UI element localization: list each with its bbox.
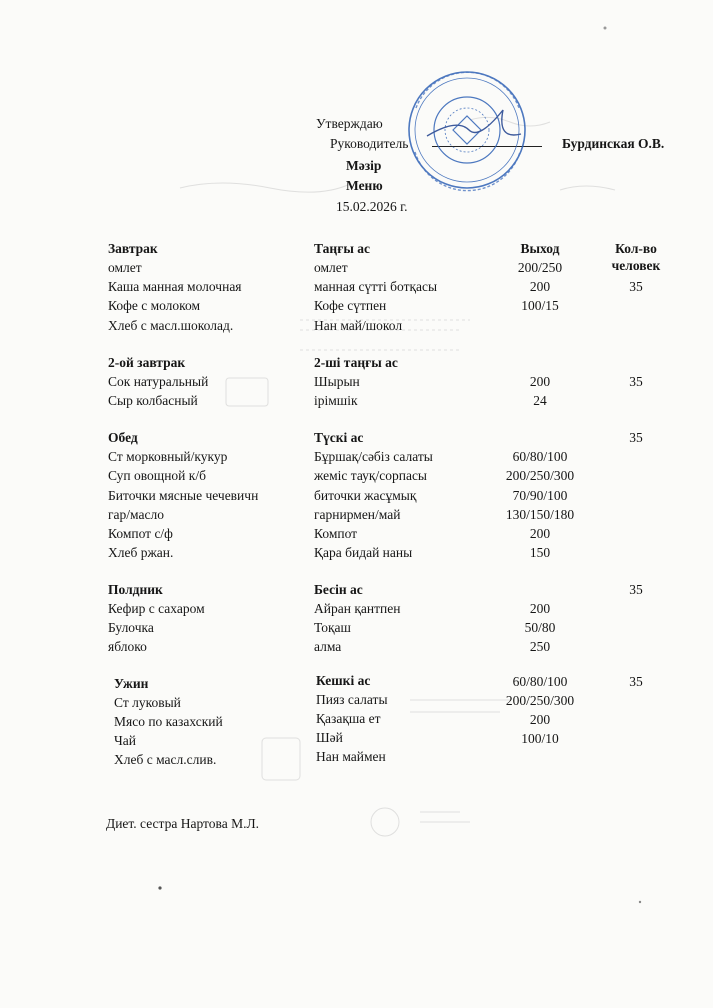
menu-item-output: 100/15 — [521, 298, 559, 313]
meal-title-kz: Таңғы ас — [314, 241, 370, 256]
menu-item-ru: Ст луковый — [114, 695, 181, 710]
menu-item-output: 200/250 — [517, 260, 563, 275]
menu-item-output: 200 — [529, 374, 551, 389]
menu-item-output: 200 — [529, 712, 551, 727]
menu-item-ru: Компот с/ф — [108, 526, 173, 541]
menu-item-kz: Кофе сүтпен — [314, 298, 387, 313]
menu-item-kz: Шырын — [314, 374, 360, 389]
menu-item-ru: Биточки мясные чечевичн — [108, 488, 259, 503]
menu-item-output: 200 — [529, 601, 551, 616]
menu-item-kz: Нан май/шокол — [314, 318, 403, 333]
meal-count: 35 — [629, 582, 643, 597]
menu-item-kz: Нан маймен — [316, 749, 386, 764]
column-count-line2: человек — [611, 258, 661, 273]
menu-item-ru: Сок натуральный — [108, 374, 209, 389]
column-output: Выход — [520, 241, 560, 256]
menu-item-kz: жеміс тауқ/сорпасы — [314, 468, 428, 483]
menu-item-ru: Сыр колбасный — [108, 393, 198, 408]
menu-item-output: 24 — [533, 393, 547, 408]
menu-item-ru: Хлеб с масл.слив. — [114, 752, 217, 767]
menu-item-output: 100/10 — [521, 731, 559, 746]
menu-item-kz: Компот — [314, 526, 358, 541]
menu-item-kz: Айран қантпен — [314, 601, 401, 616]
menu-item-ru: яблоко — [108, 639, 147, 654]
menu-item-output: 130/150/180 — [505, 507, 575, 522]
menu-item-ru: омлет — [108, 260, 142, 275]
menu-item-kz: биточки жасұмық — [314, 488, 417, 503]
menu-item-output: 250 — [529, 639, 551, 654]
menu-item-kz: омлет — [314, 260, 348, 275]
meal-title-ru: 2-ой завтрак — [108, 355, 186, 370]
menu-item-kz: Пияз салаты — [316, 692, 388, 707]
menu-item-output: 200/250/300 — [505, 693, 575, 708]
menu-item-ru: Кефир с сахаром — [108, 601, 205, 616]
menu-item-kz: Қазақша ет — [316, 711, 381, 726]
menu-item-output: 200/250/300 — [505, 468, 575, 483]
menu-item-output: 200 — [529, 279, 551, 294]
menu-item-kz: Шәй — [316, 730, 343, 745]
menu-item-ru: гар/масло — [108, 507, 164, 522]
meal-title-kz: Түскі ас — [314, 430, 364, 445]
meal-count: 35 — [629, 279, 643, 294]
menu-item-output: 60/80/100 — [512, 674, 568, 689]
title-ru: Меню — [346, 178, 383, 193]
approve-label: Утверждаю — [316, 116, 383, 131]
meal-title-ru: Завтрак — [108, 241, 158, 256]
dietitian-signature: Диет. сестра Нартова М.Л. — [106, 816, 259, 831]
menu-item-ru: Каша манная молочная — [108, 279, 242, 294]
meal-count: 35 — [629, 374, 643, 389]
menu-item-ru: Суп овощной к/б — [108, 468, 206, 483]
meal-title-kz: Кешкі ас — [316, 673, 371, 688]
menu-item-kz: Бұршақ/сәбіз салаты — [314, 449, 433, 464]
menu-item-output: 60/80/100 — [512, 449, 568, 464]
menu-item-output: 200 — [529, 526, 551, 541]
menu-item-ru: Булочка — [108, 620, 154, 635]
menu-item-ru: Ст морковный/кукур — [108, 449, 228, 464]
menu-item-kz: ірімшік — [314, 393, 358, 408]
menu-item-kz: Тоқаш — [314, 620, 351, 635]
meal-title-ru: Полдник — [108, 582, 163, 597]
head-label: Руководитель — [330, 136, 409, 151]
menu-item-output: 150 — [529, 545, 551, 560]
meal-title-ru: Ужин — [114, 676, 149, 691]
menu-item-kz: алма — [314, 639, 342, 654]
menu-date: 15.02.2026 г. — [336, 199, 408, 214]
menu-item-ru: Чай — [114, 733, 136, 748]
menu-item-output: 70/90/100 — [512, 488, 568, 503]
menu-item-ru: Мясо по казахский — [114, 714, 223, 729]
meal-title-kz: Бесін ас — [314, 582, 363, 597]
title-kz: Мәзір — [346, 158, 382, 173]
official-stamp-icon — [405, 68, 530, 193]
meal-title-kz: 2-ші таңғы ас — [314, 355, 398, 370]
menu-item-kz: манная сүтті ботқасы — [314, 279, 438, 294]
head-name: Бурдинская О.В. — [562, 136, 665, 151]
menu-item-kz: гарнирмен/май — [314, 507, 401, 522]
menu-item-output: 50/80 — [524, 620, 556, 635]
menu-item-ru: Кофе с молоком — [108, 298, 201, 313]
meal-count: 35 — [629, 674, 643, 689]
column-count-line1: Кол-во — [615, 241, 657, 256]
meal-title-ru: Обед — [108, 430, 138, 445]
menu-item-ru: Хлеб ржан. — [108, 545, 174, 560]
menu-item-kz: Қара бидай наны — [314, 545, 413, 560]
meal-count: 35 — [629, 430, 643, 445]
menu-item-ru: Хлеб с масл.шоколад. — [108, 318, 234, 333]
